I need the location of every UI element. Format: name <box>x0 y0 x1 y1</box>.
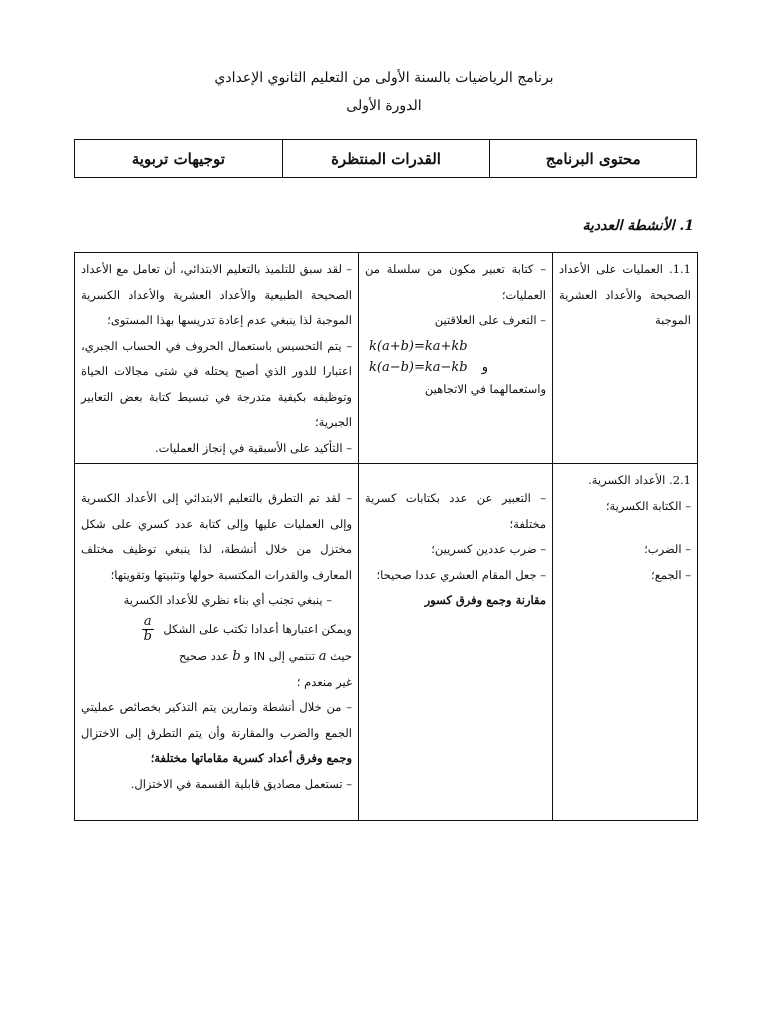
row1-guidance-2: – يتم التحسيس باستعمال الحروف في الحساب الجبري، اعتبارا للدور الذي أصبح يحتله في شتى مجالات الحياة وتوظيفه بكيفية متدرجة في تبسيط كتابة بعض التعابير الجبرية؛ <box>81 338 352 429</box>
row1-content-text: 1.1. العمليات على الأعداد الصحيحة والأعداد العشرية الموجبة <box>559 262 691 327</box>
row2-ability-1: – التعبير عن عدد بكتابات كسرية مختلفة؛ <box>365 491 546 531</box>
row1-ability-1: – كتابة تعبير مكون من سلسلة من العمليات؛ <box>365 262 546 302</box>
properties-bold-text: وجمع وفرق أعداد كسرية مقاماتها مختلفة؛ <box>150 751 352 765</box>
fraction-denominator: b <box>143 629 152 644</box>
table-row <box>75 464 698 821</box>
integer-text: عدد صحيح <box>178 649 229 663</box>
row1-content-cell <box>553 253 698 464</box>
fraction-a-over-b <box>142 615 154 644</box>
section-heading <box>582 218 694 234</box>
row2-guidance-6 <box>81 695 352 772</box>
and-text: و <box>244 649 250 663</box>
row2-abilities-cell <box>359 464 553 821</box>
variable-b: b <box>232 649 241 664</box>
row2-content-item-2: – الضرب؛ <box>644 542 691 556</box>
table-row <box>75 253 698 464</box>
fraction-form-text: ويمكن اعتبارها أعدادا تكتب على الشكل <box>163 621 352 636</box>
row1-guidance-1: – لقد سبق للتلميذ بالتعليم الابتدائي، أن تعامل مع الأعداد الصحيحة الطبيعية والأعداد العشرية والأعداد الكسرية الموجبة لذا ينبغي عدم إعادة تدريسها بهذا المستوى؛ <box>81 262 352 327</box>
row2-content-cell <box>553 464 698 821</box>
variable-a: a <box>318 649 327 664</box>
row2-content-item-3: – الجمع؛ <box>651 567 691 582</box>
section-title: الأنشطة العددية <box>582 218 675 234</box>
document-title: برنامج الرياضيات بالسنة الأولى من التعليم الثانوي الإعدادي <box>214 70 554 86</box>
document-subtitle: الدورة الأولى <box>346 98 422 114</box>
row2-guidance-4 <box>81 644 352 670</box>
row2-content-title: 2.1. الأعداد الكسرية. <box>588 473 691 487</box>
column-header-abilities: القدرات المنتظرة <box>282 140 490 178</box>
conjunction-and: و <box>481 360 489 375</box>
belongs-to-text: تنتمي إلى <box>268 649 316 663</box>
fraction-numerator: a <box>143 614 152 629</box>
row2-ability-2: – ضرب عددين كسريين؛ <box>431 542 546 556</box>
column-header-content: محتوى البرنامج <box>490 140 697 178</box>
formula-distributive-sum: k(a+b)=ka+kb <box>369 338 468 354</box>
where-text: حيث <box>330 649 352 663</box>
row2-guidance-2: – ينبغي تجنب أي بناء نظري للأعداد الكسرية <box>123 593 332 607</box>
row2-guidance-7: – تستعمل مصاديق قابلية القسمة في الاختزال. <box>130 776 352 791</box>
formula-distributive-diff: k(a−b)=ka−kb <box>369 360 468 375</box>
columns-header-table <box>74 139 697 178</box>
row2-guidance-5: غير منعدم ؛ <box>296 674 352 689</box>
properties-text: – من خلال أنشطة وتمارين يتم التذكير بخصائص عمليتي الجمع والضرب والمقارنة وأن يتم التطرق إلى الاختزال <box>81 700 352 740</box>
row1-ability-2: – التعرف على العلاقتين <box>434 313 546 327</box>
row2-ability-4: مقارنة وجمع وفرق كسور <box>424 593 546 607</box>
row1-guidance-cell <box>75 253 359 464</box>
row1-abilities-cell <box>359 253 553 464</box>
row2-ability-3: – جعل المقام العشري عددا صحيحا؛ <box>376 567 546 582</box>
column-header-guidance: توجيهات تربوية <box>75 140 283 178</box>
natural-numbers-set: IN <box>253 650 266 663</box>
row2-guidance-3 <box>81 614 352 645</box>
program-table <box>74 252 698 821</box>
section-number: 1. <box>679 218 694 234</box>
row2-guidance-cell <box>75 464 359 821</box>
row1-guidance-3: – التأكيد على الأسبقية في إنجاز العمليات. <box>154 440 352 455</box>
row2-guidance-1: – لقد تم التطرق بالتعليم الابتدائي إلى الأعداد الكسرية وإلى العمليات عليها وإلى كتابة عدد كسري على شكل مختزل من خلال أنشطة، لذا ينبغي توظيف مختلف المعارف والقدرات المكتسبة حولها وتثبيتها وتقويتها؛ <box>81 491 352 582</box>
row1-ability-3: واستعمالهما في الاتجاهين <box>424 382 546 396</box>
row2-content-item-1: – الكتابة الكسرية؛ <box>605 498 691 513</box>
formula-distributive-diff-line <box>365 359 546 377</box>
